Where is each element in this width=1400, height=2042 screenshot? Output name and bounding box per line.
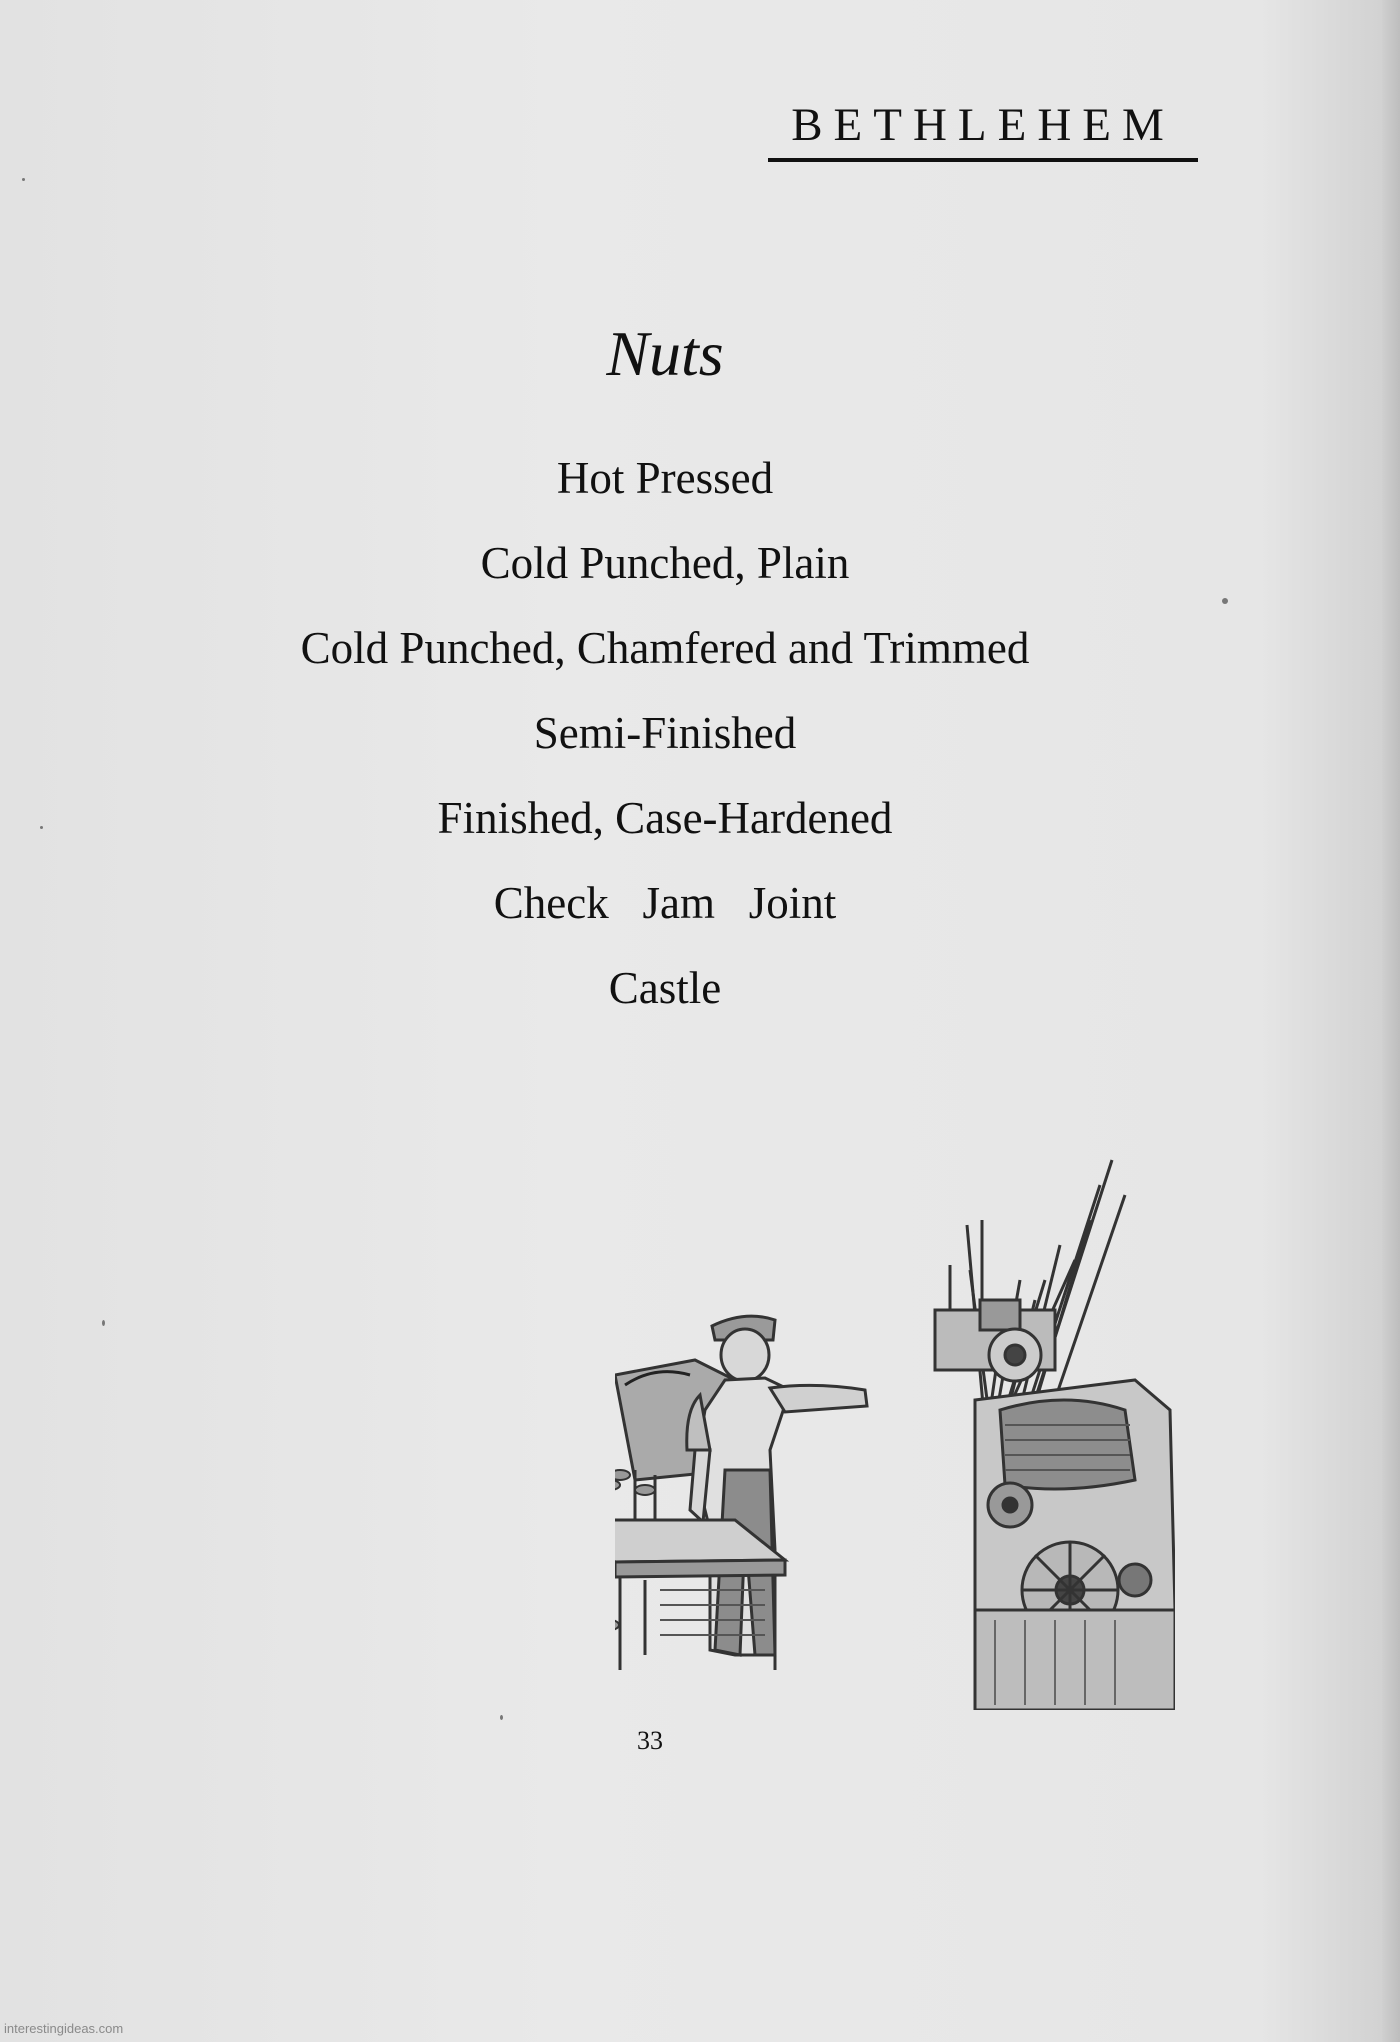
worker-at-nut-machine-illustration	[615, 1150, 1175, 1710]
running-header: BETHLEHEM	[768, 100, 1198, 162]
product-item-hot-pressed: Hot Pressed	[556, 453, 774, 503]
product-list	[0, 436, 1330, 1031]
page-number: 33	[637, 1726, 663, 1755]
watermark: interestingideas.com	[4, 2021, 124, 2036]
page-edge	[1382, 0, 1400, 2042]
product-item-cold-punched-plain: Cold Punched, Plain	[480, 538, 850, 588]
product-item-semi-finished: Semi-Finished	[533, 708, 797, 758]
paper-speck	[102, 1320, 105, 1326]
product-item-finished-case-hardened: Finished, Case-Hardened	[437, 793, 893, 843]
product-item-check-jam-joint: Check Jam Joint	[493, 878, 837, 928]
paper-speck	[22, 178, 25, 181]
product-item-cold-punched-chamfered: Cold Punched, Chamfered and Trimmed	[300, 623, 1030, 673]
section-title: Nuts	[606, 318, 724, 389]
product-item-castle: Castle	[608, 963, 722, 1013]
paper-speck	[500, 1715, 503, 1720]
